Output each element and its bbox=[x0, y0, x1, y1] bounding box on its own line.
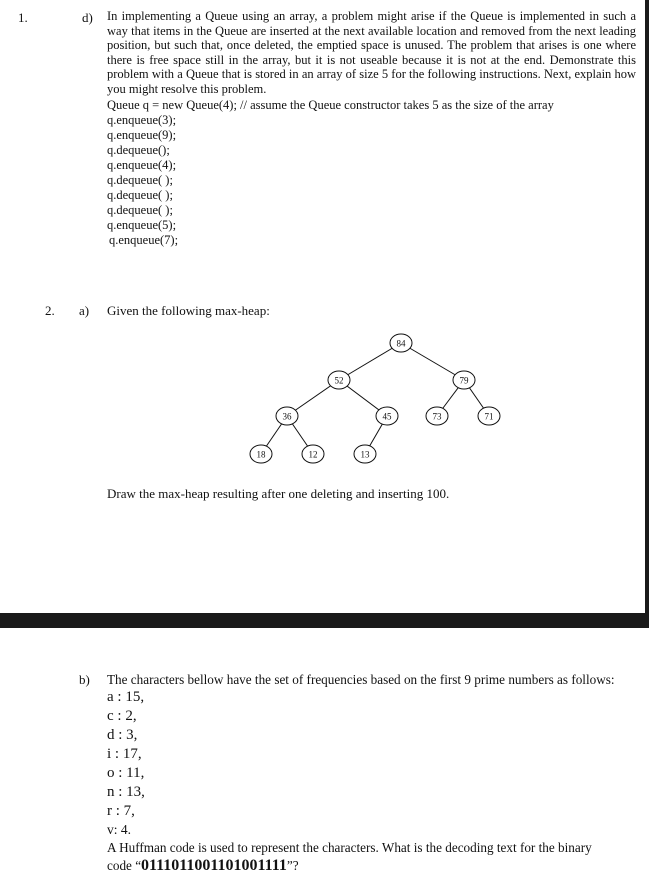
heap-node-value: 71 bbox=[484, 411, 494, 422]
code-prefix: code “ bbox=[107, 858, 142, 873]
question-1-number: 1. bbox=[18, 10, 28, 25]
code-line: q.enqueue(9); bbox=[107, 128, 177, 142]
heap-node-value: 73 bbox=[432, 411, 442, 422]
document-page-2 bbox=[0, 628, 649, 875]
frequency-item: o : 11, bbox=[107, 765, 145, 781]
frequency-item: i : 17, bbox=[107, 746, 142, 762]
frequency-item: n : 13, bbox=[107, 784, 145, 800]
heap-node-value: 84 bbox=[396, 338, 406, 349]
code-line: q.dequeue( ); bbox=[107, 203, 173, 217]
frequency-item: a : 15, bbox=[107, 689, 145, 705]
heap-node-value: 12 bbox=[308, 449, 318, 460]
code-line: Queue q = new Queue(4); // assume the Queue constructor takes 5 as the size of the array bbox=[107, 98, 554, 112]
frequency-item: r : 7, bbox=[107, 803, 135, 819]
huffman-question: A Huffman code is used to represent the characters. What is the decoding text for the binary bbox=[107, 840, 592, 855]
question-1-paragraph: In implementing a Queue using an array, a problem might arise if the Queue is implemented in such a way that items in the Queue are inserted at the next available location and removed from the next leading position, but such that, once deleted, the emptied space is unused. The problem that arises is one where there is free space still in the array, but it is not useable because it is not at the end. Demonstrate this problem with a Queue that is stored in an array of size 5 for the following instructions. Next, explain how you might resolve this problem. bbox=[107, 9, 636, 96]
heap-instruction: Draw the max-heap resulting after one deleting and inserting 100. bbox=[107, 486, 450, 501]
heap-node-value: 45 bbox=[382, 411, 392, 422]
code-suffix: ”? bbox=[286, 858, 299, 873]
frequency-item: v: 4. bbox=[107, 822, 132, 837]
binary-code: 0111011001101001111 bbox=[141, 857, 287, 874]
code-line: q.enqueue(3); bbox=[107, 113, 177, 127]
heap-node-value: 18 bbox=[256, 449, 266, 460]
question-1-part-label: d) bbox=[82, 10, 93, 25]
heap-prompt: Given the following max-heap: bbox=[107, 303, 270, 318]
code-line: q.dequeue( ); bbox=[107, 188, 173, 202]
heap-node-value: 13 bbox=[360, 449, 370, 460]
question-2a-part-label: a) bbox=[79, 303, 90, 318]
heap-node-value: 79 bbox=[459, 375, 469, 386]
question-2b-part-label: b) bbox=[79, 672, 90, 687]
frequency-item: d : 3, bbox=[107, 727, 138, 743]
code-line: q.enqueue(4); bbox=[107, 158, 177, 172]
huffman-intro: The characters bellow have the set of frequencies based on the first 9 prime numbers as follows: bbox=[107, 672, 615, 687]
heap-node-value: 52 bbox=[334, 375, 344, 386]
code-line: q.enqueue(7); bbox=[109, 233, 179, 247]
code-line: q.dequeue( ); bbox=[107, 173, 173, 187]
code-line: q.dequeue(); bbox=[107, 143, 170, 157]
frequency-item: c : 2, bbox=[107, 708, 137, 724]
question-2-number: 2. bbox=[45, 303, 55, 318]
heap-node-value: 36 bbox=[282, 411, 292, 422]
huffman-question-code-line bbox=[107, 857, 299, 875]
code-line: q.enqueue(5); bbox=[107, 218, 177, 232]
